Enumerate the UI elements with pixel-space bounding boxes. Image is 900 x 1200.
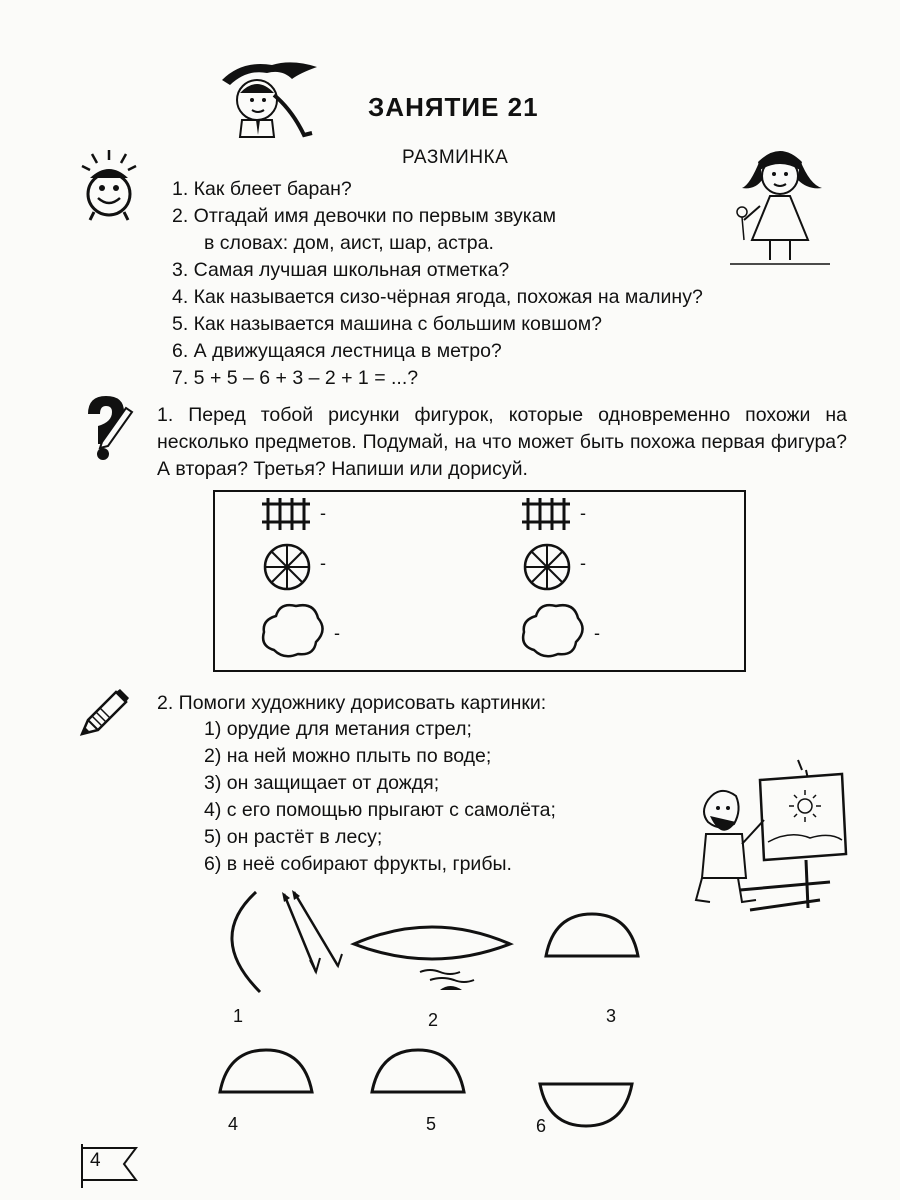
- warmup-item: 7. 5 + 5 – 6 + 3 – 2 + 1 = ...?: [172, 367, 419, 389]
- page-title: ЗАНЯТИЕ 21: [368, 92, 539, 122]
- boat-figure: [350, 918, 520, 1000]
- answer-dash: -: [580, 553, 586, 573]
- answer-dash: -: [594, 623, 600, 643]
- warmup-item: 2. Отгадай имя девочки по первым звукам: [172, 205, 557, 227]
- pencil-icon: [78, 686, 130, 738]
- task2-item: 2) на ней можно плыть по воде;: [204, 745, 492, 767]
- alarm-clock-icon: [78, 146, 140, 224]
- warmup-item: 4. Как называется сизо-чёрная ягода, похожая на малину?: [172, 286, 703, 308]
- warmup-item: в словах: дом, аист, шар, астра.: [204, 232, 494, 254]
- task2-item: 1) орудие для метания стрел;: [204, 718, 472, 740]
- warmup-item: 1. Как блеет баран?: [172, 178, 352, 200]
- figure-label-2: 2: [428, 1010, 439, 1030]
- wheel-figure: [522, 542, 572, 592]
- warmup-item: 3. Самая лучшая школьная отметка?: [172, 259, 510, 281]
- parachute-dome-figure: [216, 1046, 316, 1098]
- painter-icon: [680, 760, 850, 920]
- fence-figure: [518, 496, 574, 532]
- answer-dash: -: [580, 503, 586, 523]
- sun-easel-icon: [780, 786, 830, 826]
- task2-list: [204, 716, 556, 878]
- basket-bowl-figure: [536, 1078, 636, 1130]
- warmup-title: РАЗМИНКА: [402, 147, 509, 168]
- task2-title: 2. Помоги художнику дорисовать картинки:: [157, 692, 547, 714]
- figure-label-5: 5: [426, 1114, 437, 1134]
- figure-label-1: 1: [233, 1006, 244, 1026]
- girl-with-flower-icon: [730, 140, 830, 270]
- warmup-list: [172, 176, 703, 392]
- figure-label-6: 6: [536, 1116, 547, 1136]
- mushroom-dome-figure: [368, 1046, 468, 1098]
- answer-dash: -: [320, 503, 326, 523]
- cloud-figure: [518, 600, 588, 660]
- wheel-figure: [262, 542, 312, 592]
- answer-dash: -: [334, 623, 340, 643]
- figure-label-3: 3: [606, 1006, 617, 1026]
- girl-with-braid-icon: [212, 55, 322, 150]
- cloud-figure: [258, 600, 328, 660]
- umbrella-dome-figure: [542, 910, 642, 962]
- task2-item: 6) в неё собирают фрукты, грибы.: [204, 853, 512, 875]
- task1-text: 1. Перед тобой рисунки фигурок, которые одновременно похожи на несколько предметов. Подумай, на что может быть похожа первая фигура? А вторая? Третья? Напиши или дорисуй.: [157, 404, 847, 480]
- warmup-item: 5. Как называется машина с большим ковшом?: [172, 313, 602, 335]
- warmup-item: 6. А движущаяся лестница в метро?: [172, 340, 502, 362]
- question-pencil-icon: [80, 392, 132, 462]
- answer-dash: -: [320, 553, 326, 573]
- task2-item: 4) с его помощью прыгают с самолёта;: [204, 799, 556, 821]
- task2-item: 5) он растёт в лесу;: [204, 826, 383, 848]
- task2-item: 3) он защищает от дождя;: [204, 772, 440, 794]
- page-flag-icon: [76, 1140, 156, 1190]
- bow-arc-figure: [216, 888, 356, 998]
- figure-label-4: 4: [228, 1114, 239, 1134]
- page-number: 4: [90, 1150, 101, 1171]
- fence-figure: [258, 496, 314, 532]
